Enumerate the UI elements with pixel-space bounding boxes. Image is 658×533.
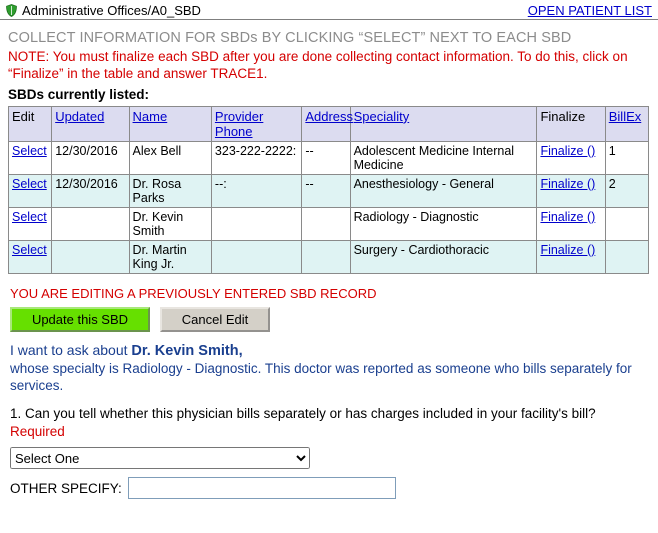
collect-instruction: COLLECT INFORMATION FOR SBDs BY CLICKING “SELECT” NEXT TO EACH SBD bbox=[8, 30, 572, 46]
cancel-edit-button[interactable]: Cancel Edit bbox=[160, 307, 270, 332]
row-finalize-cell[interactable] bbox=[537, 141, 605, 174]
open-patient-list-link[interactable]: OPEN PATIENT LIST bbox=[527, 2, 652, 18]
sbd-table bbox=[8, 106, 649, 274]
column-header-name[interactable] bbox=[129, 106, 211, 141]
row-address-cell bbox=[302, 207, 350, 240]
row-address-cell bbox=[302, 240, 350, 273]
row-speciality-cell: Radiology - Diagnostic bbox=[350, 207, 537, 240]
row-edit-cell[interactable] bbox=[9, 174, 52, 207]
table-row bbox=[9, 174, 649, 207]
row-name-cell: Dr. Martin King Jr. bbox=[129, 240, 211, 273]
other-specify-row bbox=[10, 477, 650, 499]
table-row bbox=[9, 207, 649, 240]
column-label-edit: Edit bbox=[12, 108, 35, 124]
column-header-provider-phone[interactable] bbox=[211, 106, 301, 141]
column-header-speciality[interactable] bbox=[350, 106, 537, 141]
select-link[interactable]: Select bbox=[12, 143, 47, 158]
other-specify-label: OTHER SPECIFY: bbox=[10, 480, 122, 496]
row-finalize-cell[interactable] bbox=[537, 174, 605, 207]
row-edit-cell[interactable] bbox=[9, 207, 52, 240]
table-row bbox=[9, 240, 649, 273]
other-specify-input[interactable] bbox=[128, 477, 396, 499]
column-header-address[interactable] bbox=[302, 106, 354, 141]
row-speciality-cell: Surgery - Cardiothoracic bbox=[350, 240, 537, 273]
row-phone-cell bbox=[211, 240, 301, 273]
bills-separately-select[interactable] bbox=[10, 447, 310, 469]
row-speciality-cell: Anesthesiology - General bbox=[350, 174, 537, 207]
doctor-name: Dr. Kevin Smith, bbox=[131, 342, 243, 359]
sort-updated-link[interactable]: Updated bbox=[55, 108, 105, 124]
main-content bbox=[0, 20, 658, 499]
row-phone-cell: --: bbox=[211, 174, 301, 207]
row-name-cell: Alex Bell bbox=[129, 141, 211, 174]
edit-actions bbox=[10, 307, 650, 332]
question-1-text bbox=[10, 405, 650, 441]
column-header-finalize bbox=[537, 106, 605, 141]
select-link[interactable]: Select bbox=[12, 176, 47, 191]
breadcrumb-area bbox=[6, 3, 201, 18]
ask-about-line bbox=[10, 342, 650, 359]
row-updated-cell bbox=[52, 240, 129, 273]
row-finalize-cell[interactable] bbox=[537, 207, 605, 240]
sbds-listed-heading: SBDs currently listed: bbox=[8, 86, 150, 102]
row-updated-cell bbox=[52, 207, 129, 240]
required-marker: Required bbox=[10, 424, 65, 440]
shield-icon bbox=[6, 4, 17, 17]
finalize-note: NOTE: You must finalize each SBD after you are done collecting contact information. To do this, click on “Finalize” in the table and answer TRACE1. bbox=[8, 49, 628, 81]
table-row bbox=[9, 141, 649, 174]
sort-address-link[interactable]: Address bbox=[305, 108, 354, 124]
finalize-link[interactable]: Finalize () bbox=[540, 242, 596, 257]
row-speciality-cell: Adolescent Medicine Internal Medicine bbox=[350, 141, 537, 174]
finalize-link[interactable]: Finalize () bbox=[540, 176, 596, 191]
select-link[interactable]: Select bbox=[12, 242, 47, 257]
row-updated-cell: 12/30/2016 bbox=[52, 141, 129, 174]
sort-speciality-link[interactable]: Speciality bbox=[353, 108, 410, 124]
row-billex-cell bbox=[605, 207, 648, 240]
editing-record-notice: YOU ARE EDITING A PREVIOUSLY ENTERED SBD RECORD bbox=[10, 285, 377, 301]
row-updated-cell: 12/30/2016 bbox=[52, 174, 129, 207]
finalize-link[interactable]: Finalize () bbox=[540, 209, 596, 224]
row-billex-cell bbox=[605, 240, 648, 273]
column-header-updated[interactable] bbox=[52, 106, 129, 141]
breadcrumb: Administrative Offices/A0_SBD bbox=[22, 2, 201, 18]
row-billex-cell: 2 bbox=[605, 174, 648, 207]
question-1-label: 1. Can you tell whether this physician bills separately or has charges included in your facility's bill? bbox=[10, 405, 596, 421]
update-sbd-button[interactable]: Update this SBD bbox=[10, 307, 150, 332]
top-bar bbox=[0, 0, 658, 20]
table-header-row bbox=[9, 106, 649, 141]
row-address-cell: -- bbox=[302, 141, 350, 174]
column-header-edit bbox=[9, 106, 52, 141]
column-label-finalize: Finalize bbox=[540, 108, 586, 124]
row-billex-cell: 1 bbox=[605, 141, 648, 174]
sort-provider-phone-link[interactable]: Provider Phone bbox=[214, 108, 264, 139]
sort-name-link[interactable]: Name bbox=[132, 108, 168, 124]
select-link[interactable]: Select bbox=[12, 209, 47, 224]
row-edit-cell[interactable] bbox=[9, 141, 52, 174]
sort-billex-link[interactable]: BillEx bbox=[608, 108, 642, 124]
doctor-description: whose specialty is Radiology - Diagnostic. This doctor was reported as someone who bills separately for services. bbox=[10, 360, 632, 394]
row-name-cell: Dr. Kevin Smith bbox=[129, 207, 211, 240]
row-name-cell: Dr. Rosa Parks bbox=[129, 174, 211, 207]
row-phone-cell bbox=[211, 207, 301, 240]
row-edit-cell[interactable] bbox=[9, 240, 52, 273]
finalize-link[interactable]: Finalize () bbox=[540, 143, 596, 158]
row-finalize-cell[interactable] bbox=[537, 240, 605, 273]
row-address-cell: -- bbox=[302, 174, 350, 207]
ask-prefix: I want to ask about bbox=[10, 341, 132, 358]
column-header-billex[interactable] bbox=[605, 106, 648, 141]
row-phone-cell: 323-222-2222: bbox=[211, 141, 301, 174]
